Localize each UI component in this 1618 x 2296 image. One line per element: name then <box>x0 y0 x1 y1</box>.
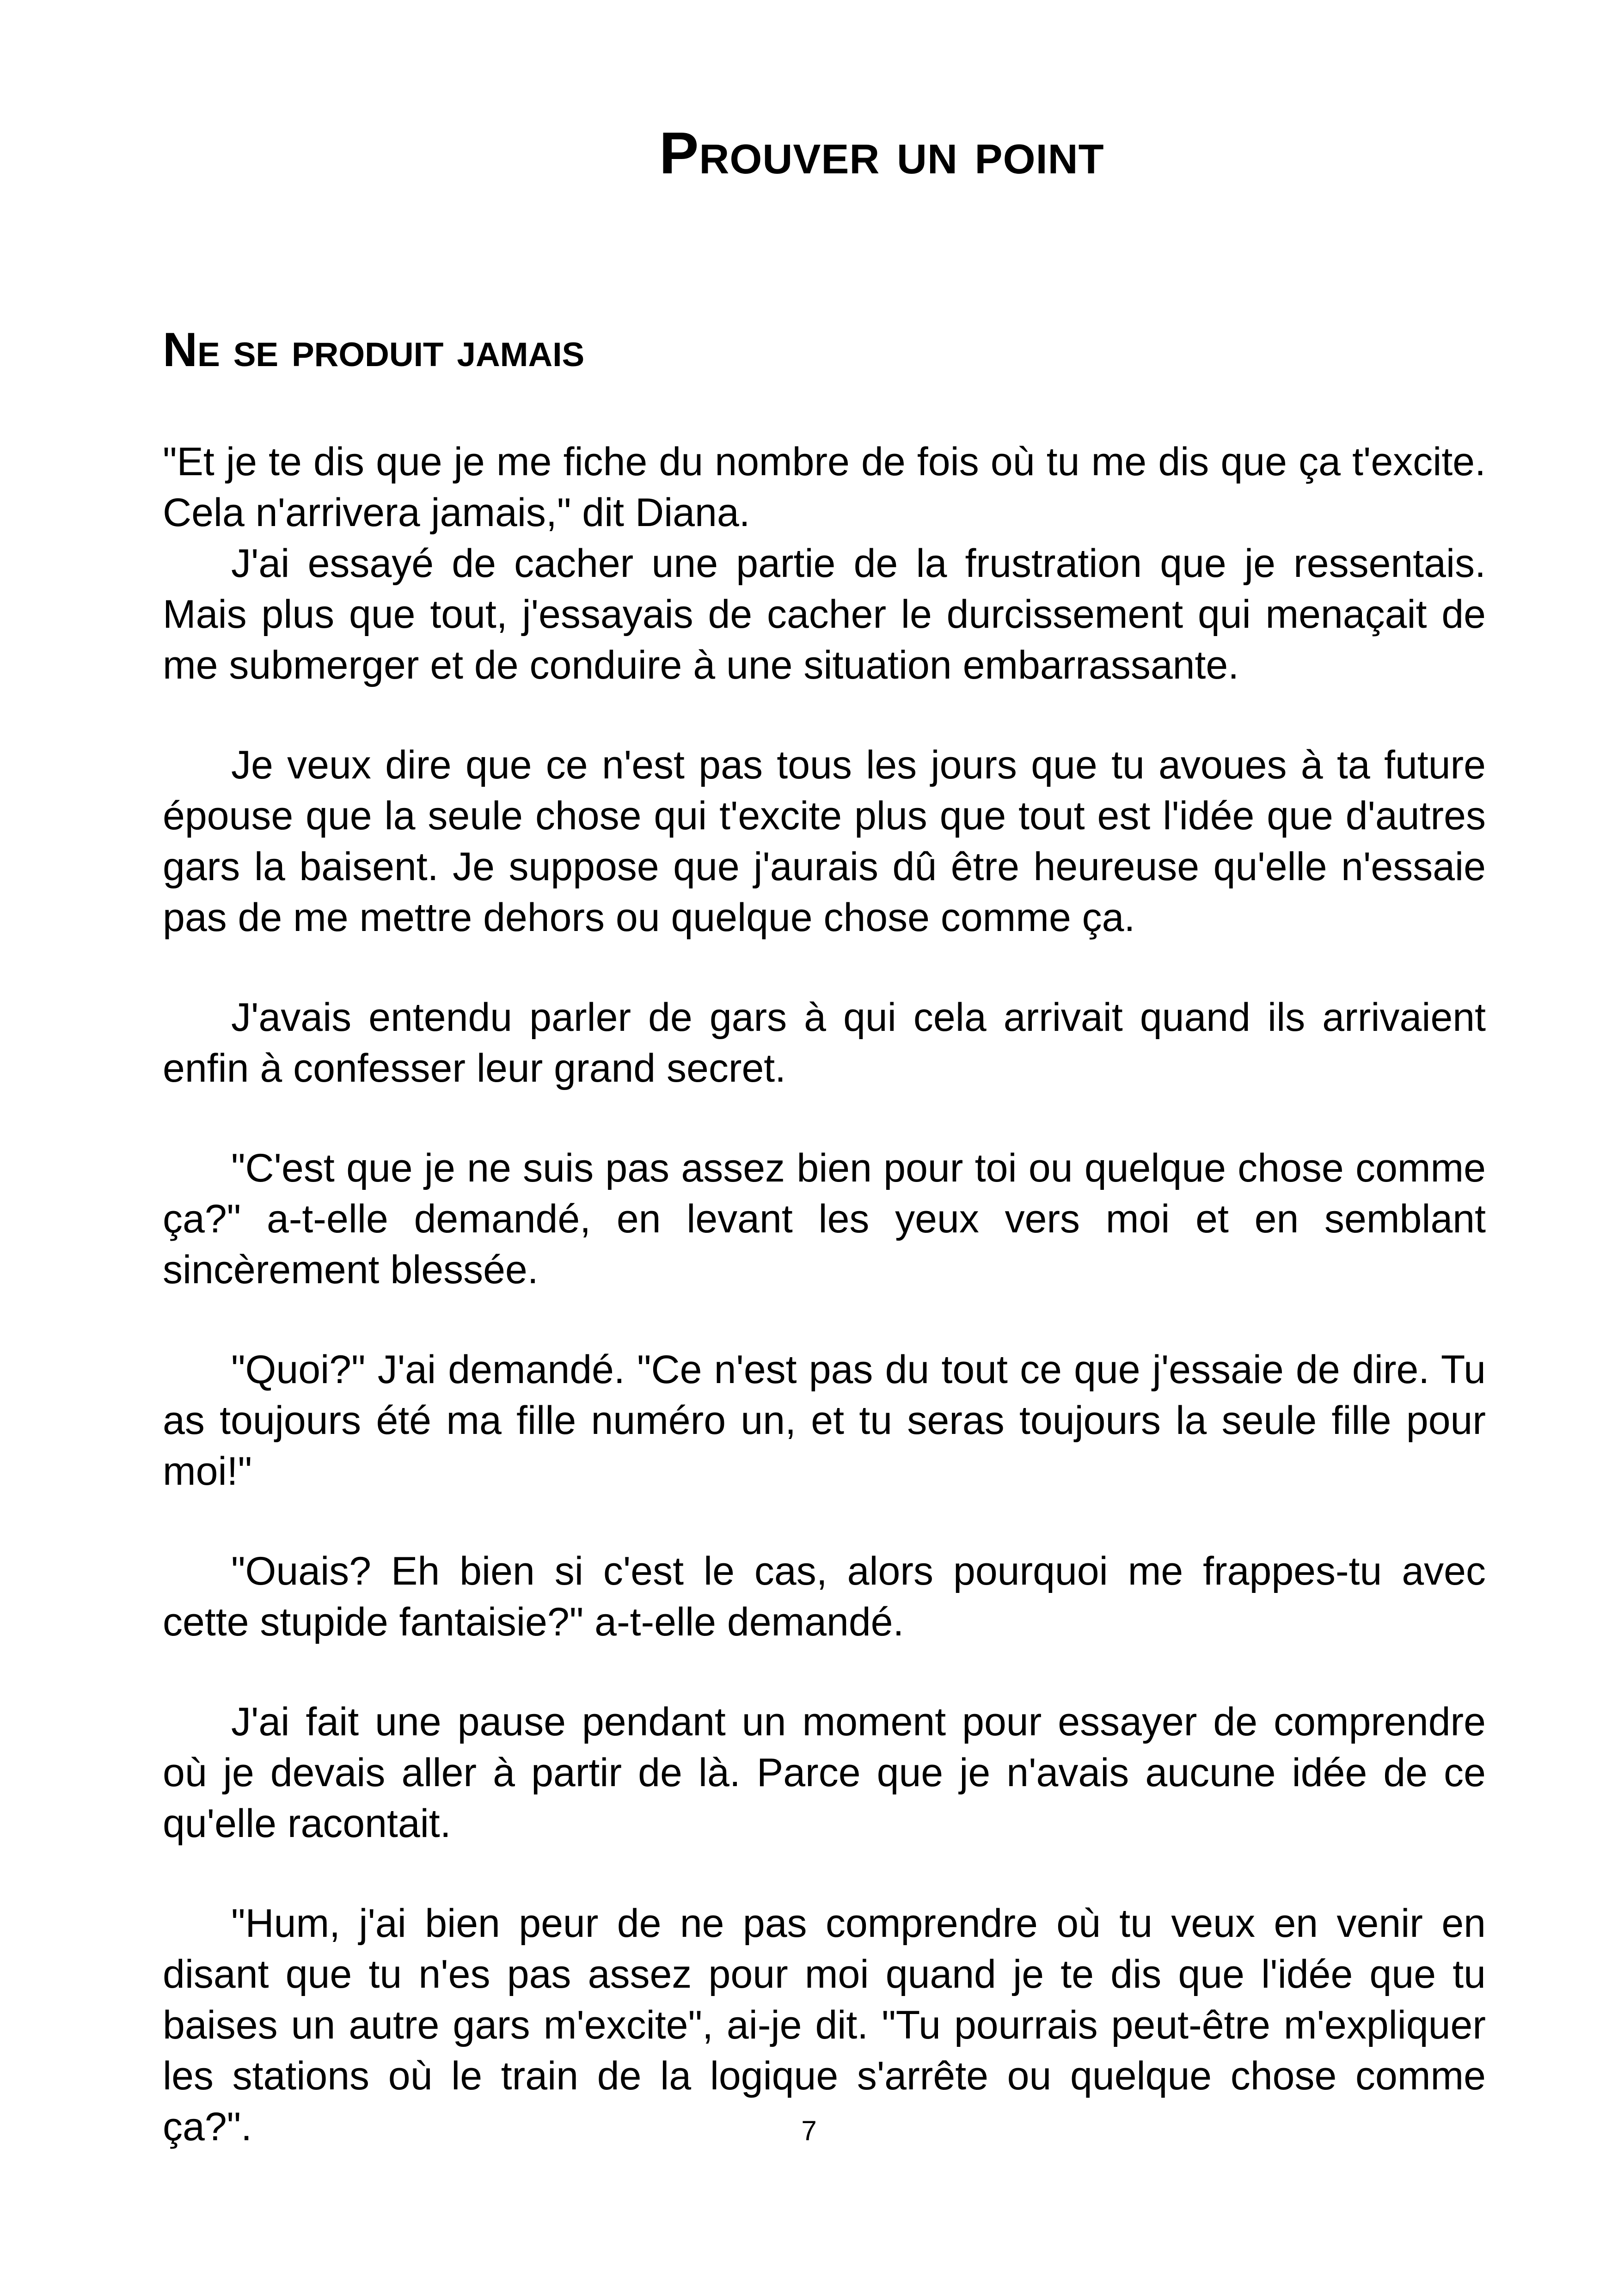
paragraph-5: "C'est que je ne suis pas assez bien pour toi ou quelque chose comme ça?" a-t-elle demandé, en levant les yeux vers moi et en semblant sincèrement blessée. <box>163 1146 1486 1292</box>
paragraph-8: J'ai fait une pause pendant un moment pour essayer de comprendre où je devais aller à partir de là. Parce que je n'avais aucune idée de ce qu'elle racontait. <box>163 1700 1486 1846</box>
paragraph-3: Je veux dire que ce n'est pas tous les jours que tu avoues à ta future épouse que la seule chose qui t'excite plus que tout est l'idée que d'autres gars la baisent. Je suppose que j'aurais dû être heureuse qu'elle n'essaie pas de me mettre dehors ou quelque chose comme ça. <box>163 743 1486 940</box>
paragraph-1: "Et je te dis que je me fiche du nombre de fois où tu me dis que ça t'excite. Cela n'arrivera jamais," dit Diana. <box>163 440 1486 535</box>
paragraph-4: J'avais entendu parler de gars à qui cela arrivait quand ils arrivaient enfin à confesser leur grand secret. <box>163 995 1486 1090</box>
paragraph-2: J'ai essayé de cacher une partie de la frustration que je ressentais. Mais plus que tout, j'essayais de cacher le durcissement qui menaçait de me submerger et de conduire à une situation embarrassante. <box>163 541 1486 687</box>
page-number: 7 <box>801 2115 817 2146</box>
paragraph-7: "Ouais? Eh bien si c'est le cas, alors pourquoi me frappes-tu avec cette stupide fantaisie?" a-t-elle demandé. <box>163 1549 1486 1644</box>
section-title: Ne se produit jamais <box>163 323 585 377</box>
paragraph-9: "Hum, j'ai bien peur de ne pas comprendre où tu veux en venir en disant que tu n'es pas assez pour moi quand je te dis que l'idée que tu baises un autre gars m'excite", ai-je dit. "Tu pourrais peut-être m'expliquer les stations où le train de la logique s'arrête ou quelque chose comme ça?". <box>163 1901 1486 2149</box>
body-text <box>163 436 1486 2152</box>
chapter-title: Prouver un point <box>659 120 1104 186</box>
paragraph-6: "Quoi?" J'ai demandé. "Ce n'est pas du tout ce que j'essaie de dire. Tu as toujours été ma fille numéro un, et tu seras toujours la seule fille pour moi!" <box>163 1347 1486 1494</box>
